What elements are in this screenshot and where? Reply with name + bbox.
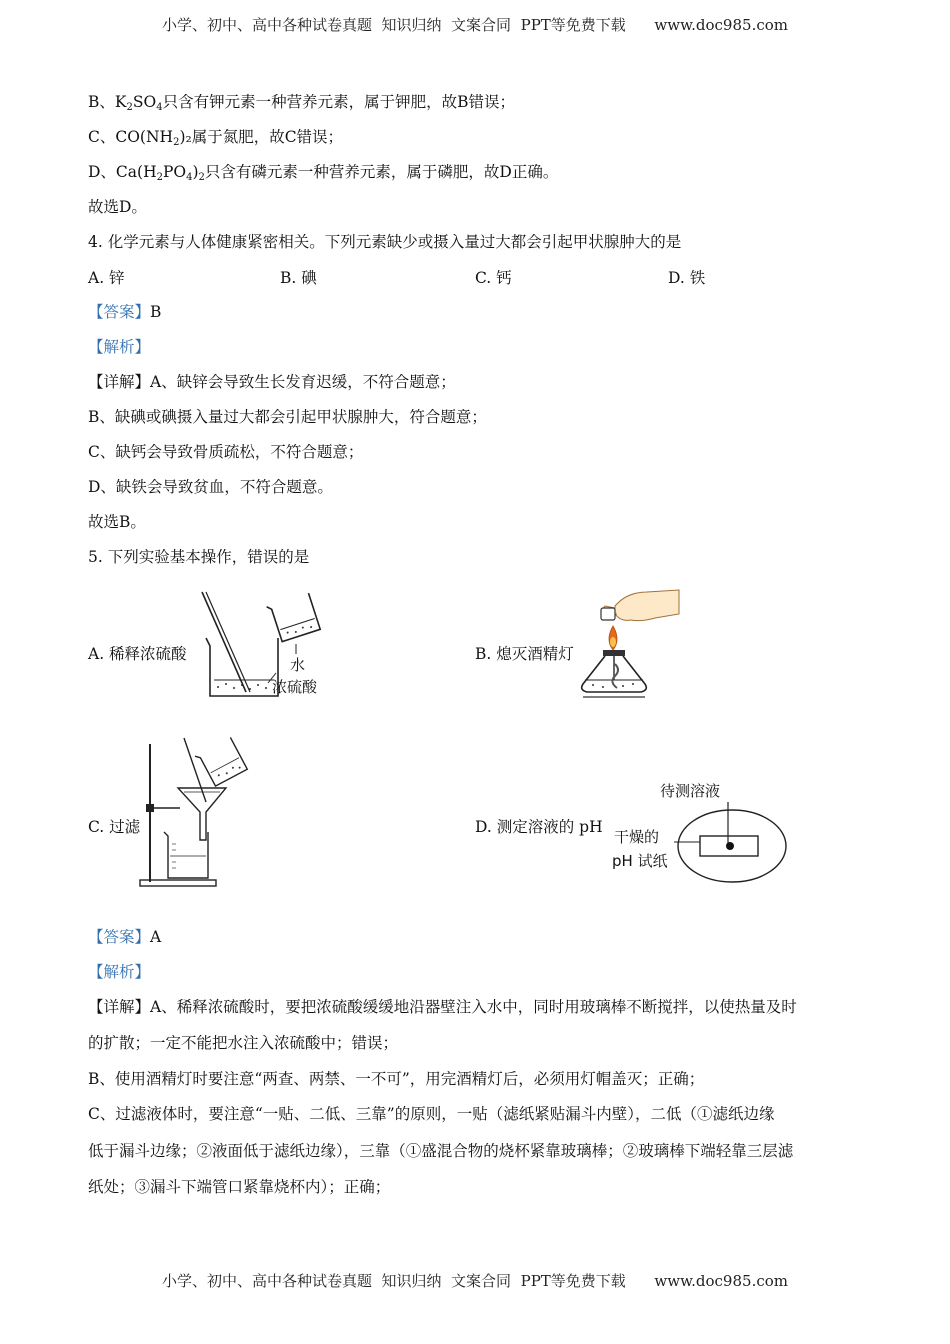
q4-detail-b: B、缺碘或碘摄入量过大都会引起甲状腺肿大，符合题意； — [88, 408, 487, 426]
dilute-acid-figure — [196, 588, 336, 702]
q5-detail-c-line1: C、过滤液体时，要注意“一贴、二低、三靠”的原则，一贴（滤纸紧贴漏斗内壁），二低（①滤纸边缘 — [88, 1105, 775, 1123]
ph-paper-label: pH 试纸 — [612, 852, 668, 870]
q3-option-c-explanation: C、$CO(NH_2)_2$属于氮肥，故C错误； — [88, 128, 344, 148]
q4-stem: 4. 化学元素与人体健康紧密相关。下列元素缺少或摄入量过大都会引起甲状腺肿大的是 — [88, 233, 682, 251]
q5-option-c-label: C. 过滤 — [88, 818, 141, 836]
q5-detail-a-line2: 的扩散；一定不能把水注入浓硫酸中；错误； — [88, 1034, 399, 1052]
q5-option-b-label: B. 熄灭酒精灯 — [475, 645, 574, 663]
q5-detail-c-line2: 低于漏斗边缘；②液面低于滤纸边缘），三靠（①盛混合物的烧杯紧靠玻璃棒；②玻璃棒下端轻靠三层滤 — [88, 1142, 794, 1160]
q4-option-b: B. 碘 — [280, 269, 317, 287]
ph-test-figure — [608, 776, 790, 886]
q4-detail-d: D、缺铁会导致贫血，不符合题意。 — [88, 478, 333, 496]
q4-detail-c: C、缺钙会导致骨质疏松，不符合题意； — [88, 443, 364, 461]
filtration-figure — [136, 736, 251, 891]
acid-label: 浓硫酸 — [272, 678, 318, 696]
dry-label: 干燥的 — [614, 828, 660, 846]
q5-detail-b: B、使用酒精灯时要注意“两查、两禁、一不可”，用完酒精灯后，必须用灯帽盖灭；正确； — [88, 1070, 705, 1088]
answer-tag: 【答案】 — [88, 928, 151, 946]
q3-conclusion: 故选D。 — [88, 198, 147, 216]
q4-detail-a: 【详解】A、缺锌会导致生长发育迟缓，不符合题意； — [88, 373, 456, 391]
answer-tag: 【答案】 — [88, 303, 151, 321]
q4-conclusion: 故选B。 — [88, 513, 146, 531]
q5-detail-a-line1: 【详解】A、稀释浓硫酸时，要把浓硫酸缓缓地沿器壁注入水中，同时用玻璃棒不断搅拌，以使热量及时 — [88, 998, 797, 1016]
page-header: 小学、初中、高中各种试卷真题 知识归纳 文案合同 PPT等免费下载 www.doc985.com — [161, 16, 788, 34]
extinguish-lamp-figure — [575, 584, 685, 704]
q4-answer: 【答案】B — [88, 303, 162, 321]
q5-analysis-tag: 【解析】 — [88, 963, 151, 981]
q4-option-d: D. 铁 — [668, 269, 706, 287]
water-label: 水 — [290, 656, 306, 674]
q5-stem: 5. 下列实验基本操作，错误的是 — [88, 548, 310, 566]
q4-option-a: A. 锌 — [88, 269, 125, 287]
q3-option-d-explanation: D、$Ca(H_2PO_4)_2$只含有磷元素一种营养元素，属于磷肥，故D正确。 — [88, 163, 559, 183]
q5-detail-c-line3: 纸处；③漏斗下端管口紧靠烧杯内）；正确； — [88, 1178, 391, 1196]
q5-answer: 【答案】A — [88, 928, 162, 946]
q3-option-b-explanation: B、$K_2SO_4$只含有钾元素一种营养元素，属于钾肥，故B错误； — [88, 93, 515, 113]
page-footer: 小学、初中、高中各种试卷真题 知识归纳 文案合同 PPT等免费下载 www.doc985.com — [161, 1272, 788, 1290]
q5-option-d-label: D. 测定溶液的 pH — [475, 818, 603, 836]
q4-option-c: C. 钙 — [475, 269, 512, 287]
solution-label: 待测溶液 — [660, 782, 721, 800]
q5-option-a-label: A. 稀释浓硫酸 — [88, 645, 187, 663]
q4-analysis-tag: 【解析】 — [88, 338, 151, 356]
